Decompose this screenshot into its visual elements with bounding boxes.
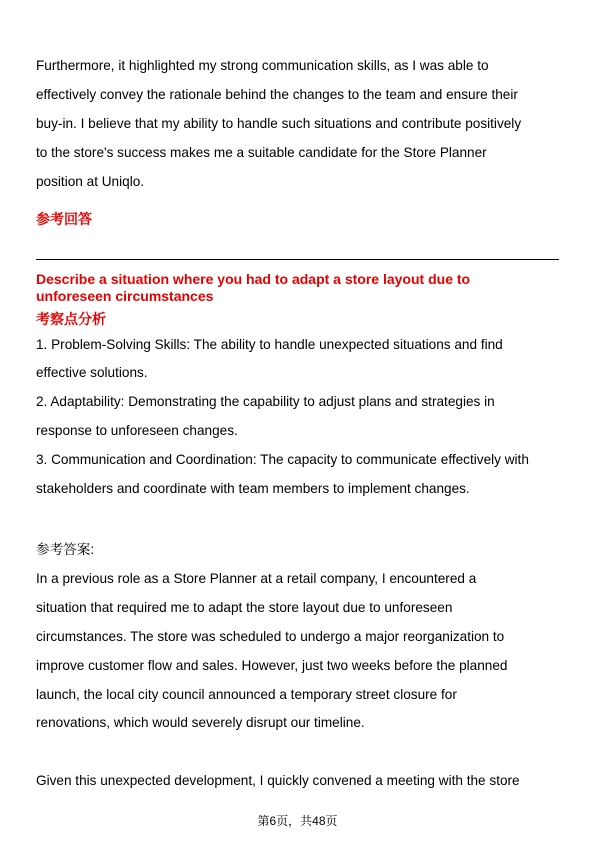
analysis-line: 3. Communication and Coordination: The capacity to communicate effectively with <box>36 452 529 468</box>
answer-line: circumstances. The store was scheduled to undergo a major reorganization to <box>36 628 505 644</box>
analysis-line: response to unforeseen changes. <box>36 423 238 439</box>
analysis-label: 考察点分析 <box>36 310 106 327</box>
intro-line: buy-in. I believe that my ability to handle such situations and contribute positively <box>36 115 522 131</box>
question-line: unforeseen circumstances <box>36 288 214 305</box>
answer-line: In a previous role as a Store Planner at a retail company, I encountered a <box>36 570 477 586</box>
section-divider <box>36 259 559 260</box>
answer-line: improve customer flow and sales. However, just two weeks before the planned <box>36 657 508 673</box>
intro-line: Furthermore, it highlighted my strong communication skills, as I was able to <box>36 58 489 73</box>
answer-line: renovations, which would severely disrupt our timeline. <box>36 715 365 731</box>
answer-paragraph <box>36 565 559 738</box>
question-line: Describe a situation where you had to adapt a store layout due to <box>36 270 471 287</box>
analysis-line: effective solutions. <box>36 365 148 381</box>
reference-answer-label: 参考回答 <box>36 210 92 227</box>
paragraph-gap <box>36 738 559 767</box>
analysis-line: 2. Adaptability: Demonstrating the capability to adjust plans and strategies in <box>36 394 495 410</box>
intro-line: to the store's success makes me a suitable candidate for the Store Planner <box>36 144 487 160</box>
page-content <box>36 52 559 796</box>
intro-paragraph <box>36 52 559 197</box>
analysis-line: stakeholders and coordinate with team members to implement changes. <box>36 481 470 497</box>
page-footer: 第6页，共48页 <box>257 814 338 828</box>
answer-label: 参考答案: <box>36 541 95 557</box>
answer-line: situation that required me to adapt the store layout due to unforeseen <box>36 599 453 615</box>
question-heading <box>36 271 559 306</box>
followup-line: Given this unexpected development, I quickly convened a meeting with the store <box>36 773 520 789</box>
followup-paragraph <box>36 767 559 796</box>
answer-line: launch, the local city council announced a temporary street closure for <box>36 686 457 702</box>
analysis-line: 1. Problem-Solving Skills: The ability to handle unexpected situations and find <box>36 336 503 352</box>
analysis-list <box>36 331 559 504</box>
intro-line: position at Uniqlo. <box>36 173 145 189</box>
intro-line: effectively convey the rationale behind the changes to the team and ensure their <box>36 86 518 102</box>
